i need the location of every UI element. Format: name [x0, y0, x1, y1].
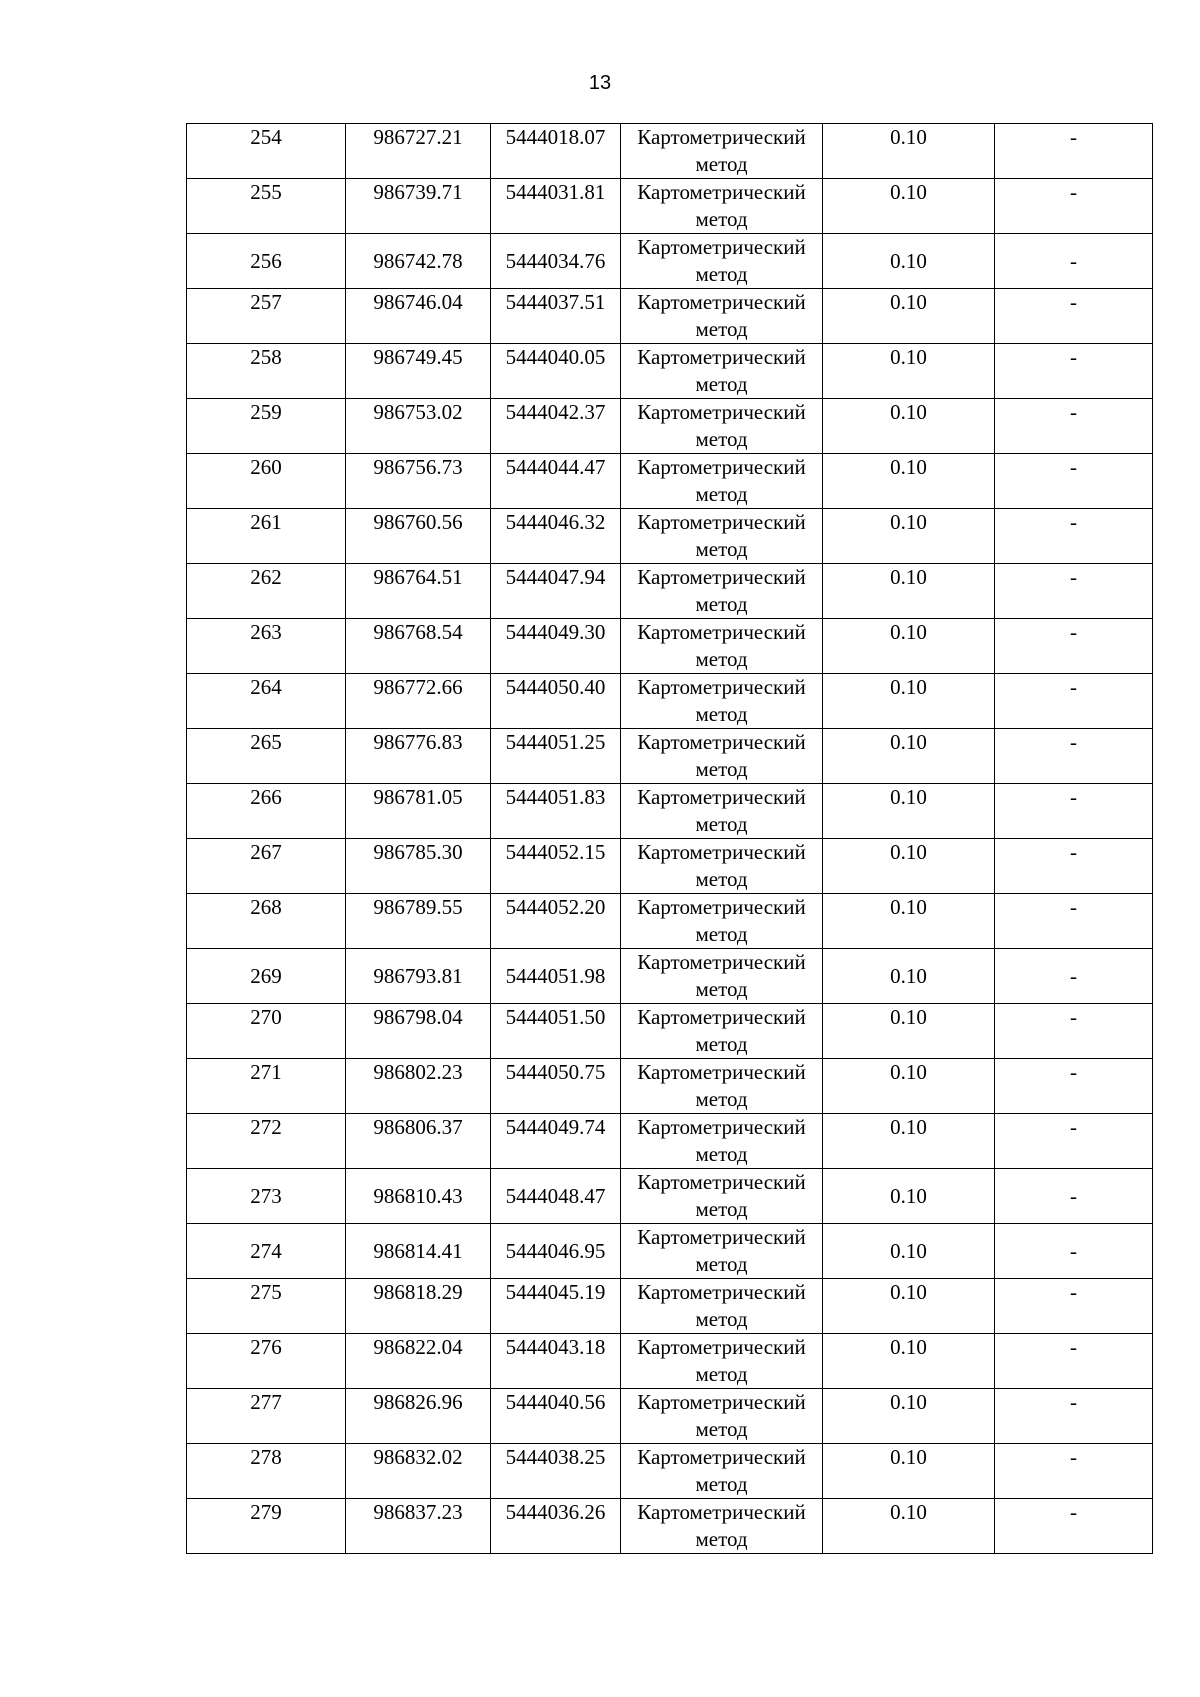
note-cell: - — [995, 1389, 1153, 1444]
method-text — [621, 454, 822, 508]
accuracy-cell: 0.10 — [823, 784, 995, 839]
accuracy-cell: 0.10 — [823, 1279, 995, 1334]
point-number-cell: 258 — [187, 344, 346, 399]
note-cell: - — [995, 1059, 1153, 1114]
method-cell — [621, 894, 823, 949]
x-coordinate-cell: 986746.04 — [346, 289, 491, 344]
coordinates-table — [186, 123, 1153, 1554]
table-row — [187, 289, 1153, 344]
method-line-1: Картометрический — [637, 840, 806, 864]
method-cell — [621, 564, 823, 619]
table-row — [187, 1004, 1153, 1059]
point-number-cell: 275 — [187, 1279, 346, 1334]
table-row — [187, 234, 1153, 289]
accuracy-cell: 0.10 — [823, 1224, 995, 1279]
accuracy-cell: 0.10 — [823, 674, 995, 729]
point-number-cell: 256 — [187, 234, 346, 289]
point-number-cell: 277 — [187, 1389, 346, 1444]
accuracy-cell: 0.10 — [823, 124, 995, 179]
accuracy-cell: 0.10 — [823, 729, 995, 784]
accuracy-cell: 0.10 — [823, 289, 995, 344]
table-row — [187, 949, 1153, 1004]
method-line-2: метод — [695, 537, 748, 561]
point-number-cell: 254 — [187, 124, 346, 179]
table-row — [187, 1499, 1153, 1554]
y-coordinate-cell: 5444049.74 — [491, 1114, 621, 1169]
method-line-1: Картометрический — [637, 180, 806, 204]
method-line-1: Картометрический — [637, 730, 806, 754]
y-coordinate-cell: 5444046.95 — [491, 1224, 621, 1279]
x-coordinate-cell: 986768.54 — [346, 619, 491, 674]
accuracy-cell: 0.10 — [823, 179, 995, 234]
method-text — [621, 619, 822, 673]
method-line-2: метод — [695, 1087, 748, 1111]
method-cell — [621, 1444, 823, 1499]
note-cell: - — [995, 1334, 1153, 1389]
accuracy-cell: 0.10 — [823, 949, 995, 1004]
table-row — [187, 729, 1153, 784]
method-cell — [621, 1114, 823, 1169]
y-coordinate-cell: 5444047.94 — [491, 564, 621, 619]
accuracy-cell: 0.10 — [823, 1444, 995, 1499]
method-cell — [621, 729, 823, 784]
method-text — [621, 1444, 822, 1498]
y-coordinate-cell: 5444051.25 — [491, 729, 621, 784]
method-text — [621, 509, 822, 563]
y-coordinate-cell: 5444048.47 — [491, 1169, 621, 1224]
table-row — [187, 124, 1153, 179]
y-coordinate-cell: 5444043.18 — [491, 1334, 621, 1389]
x-coordinate-cell: 986806.37 — [346, 1114, 491, 1169]
method-cell — [621, 344, 823, 399]
method-line-1: Картометрический — [637, 950, 806, 974]
x-coordinate-cell: 986727.21 — [346, 124, 491, 179]
note-cell: - — [995, 1114, 1153, 1169]
table-row — [187, 1444, 1153, 1499]
x-coordinate-cell: 986798.04 — [346, 1004, 491, 1059]
y-coordinate-cell: 5444051.50 — [491, 1004, 621, 1059]
y-coordinate-cell: 5444045.19 — [491, 1279, 621, 1334]
method-line-2: метод — [695, 1417, 748, 1441]
method-text — [621, 674, 822, 728]
method-cell — [621, 1499, 823, 1554]
table-row — [187, 619, 1153, 674]
y-coordinate-cell: 5444052.20 — [491, 894, 621, 949]
accuracy-cell: 0.10 — [823, 1004, 995, 1059]
method-cell — [621, 289, 823, 344]
coordinates-table-body — [187, 124, 1153, 1554]
method-line-2: метод — [695, 372, 748, 396]
y-coordinate-cell: 5444050.75 — [491, 1059, 621, 1114]
table-row — [187, 1389, 1153, 1444]
accuracy-cell: 0.10 — [823, 1114, 995, 1169]
method-cell — [621, 399, 823, 454]
table-row — [187, 344, 1153, 399]
point-number-cell: 261 — [187, 509, 346, 564]
method-line-2: метод — [695, 977, 748, 1001]
method-line-1: Картометрический — [637, 1445, 806, 1469]
x-coordinate-cell: 986739.71 — [346, 179, 491, 234]
y-coordinate-cell: 5444038.25 — [491, 1444, 621, 1499]
method-text — [621, 949, 822, 1003]
note-cell: - — [995, 399, 1153, 454]
x-coordinate-cell: 986756.73 — [346, 454, 491, 509]
x-coordinate-cell: 986785.30 — [346, 839, 491, 894]
table-row — [187, 1224, 1153, 1279]
method-cell — [621, 1224, 823, 1279]
y-coordinate-cell: 5444034.76 — [491, 234, 621, 289]
accuracy-cell: 0.10 — [823, 509, 995, 564]
method-line-1: Картометрический — [637, 400, 806, 424]
point-number-cell: 272 — [187, 1114, 346, 1169]
point-number-cell: 279 — [187, 1499, 346, 1554]
method-cell — [621, 784, 823, 839]
method-line-1: Картометрический — [637, 1335, 806, 1359]
y-coordinate-cell: 5444044.47 — [491, 454, 621, 509]
method-text — [621, 839, 822, 893]
accuracy-cell: 0.10 — [823, 399, 995, 454]
accuracy-cell: 0.10 — [823, 564, 995, 619]
note-cell: - — [995, 564, 1153, 619]
method-line-2: метод — [695, 1032, 748, 1056]
method-line-2: метод — [695, 592, 748, 616]
method-line-1: Картометрический — [637, 1170, 806, 1194]
method-line-2: метод — [695, 1197, 748, 1221]
method-text — [621, 399, 822, 453]
method-line-1: Картометрический — [637, 290, 806, 314]
method-text — [621, 1499, 822, 1553]
method-text — [621, 564, 822, 618]
x-coordinate-cell: 986793.81 — [346, 949, 491, 1004]
method-line-2: метод — [695, 702, 748, 726]
method-text — [621, 124, 822, 178]
method-text — [621, 179, 822, 233]
method-cell — [621, 509, 823, 564]
method-line-2: метод — [695, 152, 748, 176]
method-line-2: метод — [695, 1252, 748, 1276]
method-line-2: метод — [695, 427, 748, 451]
note-cell: - — [995, 234, 1153, 289]
x-coordinate-cell: 986814.41 — [346, 1224, 491, 1279]
note-cell: - — [995, 894, 1153, 949]
method-cell — [621, 124, 823, 179]
method-text — [621, 729, 822, 783]
method-line-1: Картометрический — [637, 125, 806, 149]
x-coordinate-cell: 986749.45 — [346, 344, 491, 399]
method-cell — [621, 179, 823, 234]
x-coordinate-cell: 986764.51 — [346, 564, 491, 619]
note-cell: - — [995, 674, 1153, 729]
method-text — [621, 1004, 822, 1058]
note-cell: - — [995, 1279, 1153, 1334]
x-coordinate-cell: 986772.66 — [346, 674, 491, 729]
note-cell: - — [995, 839, 1153, 894]
table-row — [187, 784, 1153, 839]
method-text — [621, 344, 822, 398]
method-line-2: метод — [695, 812, 748, 836]
method-line-1: Картометрический — [637, 620, 806, 644]
accuracy-cell: 0.10 — [823, 1389, 995, 1444]
table-row — [187, 399, 1153, 454]
method-cell — [621, 1169, 823, 1224]
method-line-2: метод — [695, 867, 748, 891]
method-cell — [621, 1004, 823, 1059]
note-cell: - — [995, 784, 1153, 839]
method-text — [621, 234, 822, 288]
point-number-cell: 267 — [187, 839, 346, 894]
accuracy-cell: 0.10 — [823, 894, 995, 949]
y-coordinate-cell: 5444051.83 — [491, 784, 621, 839]
method-text — [621, 784, 822, 838]
method-line-2: метод — [695, 482, 748, 506]
method-line-1: Картометрический — [637, 895, 806, 919]
y-coordinate-cell: 5444052.15 — [491, 839, 621, 894]
method-cell — [621, 1334, 823, 1389]
method-text — [621, 1334, 822, 1388]
table-row — [187, 179, 1153, 234]
method-line-1: Картометрический — [637, 1500, 806, 1524]
method-line-2: метод — [695, 1472, 748, 1496]
note-cell: - — [995, 1499, 1153, 1554]
method-text — [621, 894, 822, 948]
method-line-1: Картометрический — [637, 1390, 806, 1414]
point-number-cell: 259 — [187, 399, 346, 454]
accuracy-cell: 0.10 — [823, 839, 995, 894]
method-text — [621, 1169, 822, 1223]
point-number-cell: 265 — [187, 729, 346, 784]
note-cell: - — [995, 729, 1153, 784]
method-line-2: метод — [695, 262, 748, 286]
page-number: 13 — [588, 72, 612, 94]
method-line-2: метод — [695, 757, 748, 781]
y-coordinate-cell: 5444018.07 — [491, 124, 621, 179]
method-cell — [621, 1389, 823, 1444]
y-coordinate-cell: 5444040.56 — [491, 1389, 621, 1444]
method-cell — [621, 839, 823, 894]
x-coordinate-cell: 986781.05 — [346, 784, 491, 839]
y-coordinate-cell: 5444037.51 — [491, 289, 621, 344]
accuracy-cell: 0.10 — [823, 234, 995, 289]
table-row — [187, 509, 1153, 564]
accuracy-cell: 0.10 — [823, 1334, 995, 1389]
accuracy-cell: 0.10 — [823, 619, 995, 674]
method-line-2: метод — [695, 922, 748, 946]
note-cell: - — [995, 1444, 1153, 1499]
point-number-cell: 260 — [187, 454, 346, 509]
method-line-1: Картометрический — [637, 455, 806, 479]
note-cell: - — [995, 1224, 1153, 1279]
method-text — [621, 289, 822, 343]
point-number-cell: 269 — [187, 949, 346, 1004]
table-row — [187, 1059, 1153, 1114]
point-number-cell: 278 — [187, 1444, 346, 1499]
method-line-1: Картометрический — [637, 345, 806, 369]
x-coordinate-cell: 986837.23 — [346, 1499, 491, 1554]
method-line-2: метод — [695, 207, 748, 231]
table-row — [187, 564, 1153, 619]
point-number-cell: 271 — [187, 1059, 346, 1114]
note-cell: - — [995, 1169, 1153, 1224]
point-number-cell: 263 — [187, 619, 346, 674]
method-line-2: метод — [695, 1362, 748, 1386]
method-text — [621, 1279, 822, 1333]
note-cell: - — [995, 179, 1153, 234]
method-text — [621, 1059, 822, 1113]
note-cell: - — [995, 344, 1153, 399]
method-cell — [621, 1059, 823, 1114]
table-row — [187, 454, 1153, 509]
accuracy-cell: 0.10 — [823, 1169, 995, 1224]
note-cell: - — [995, 1004, 1153, 1059]
method-text — [621, 1114, 822, 1168]
y-coordinate-cell: 5444040.05 — [491, 344, 621, 399]
point-number-cell: 268 — [187, 894, 346, 949]
method-line-1: Картометрический — [637, 510, 806, 534]
method-text — [621, 1224, 822, 1278]
method-line-1: Картометрический — [637, 235, 806, 259]
accuracy-cell: 0.10 — [823, 344, 995, 399]
method-line-1: Картометрический — [637, 785, 806, 809]
y-coordinate-cell: 5444031.81 — [491, 179, 621, 234]
table-row — [187, 1334, 1153, 1389]
method-cell — [621, 454, 823, 509]
point-number-cell: 276 — [187, 1334, 346, 1389]
x-coordinate-cell: 986789.55 — [346, 894, 491, 949]
point-number-cell: 264 — [187, 674, 346, 729]
method-line-1: Картометрический — [637, 565, 806, 589]
y-coordinate-cell: 5444049.30 — [491, 619, 621, 674]
method-line-1: Картометрический — [637, 1115, 806, 1139]
note-cell: - — [995, 509, 1153, 564]
x-coordinate-cell: 986818.29 — [346, 1279, 491, 1334]
x-coordinate-cell: 986760.56 — [346, 509, 491, 564]
point-number-cell: 274 — [187, 1224, 346, 1279]
table-row — [187, 839, 1153, 894]
x-coordinate-cell: 986802.23 — [346, 1059, 491, 1114]
table-row — [187, 1279, 1153, 1334]
point-number-cell: 255 — [187, 179, 346, 234]
accuracy-cell: 0.10 — [823, 1059, 995, 1114]
note-cell: - — [995, 289, 1153, 344]
note-cell: - — [995, 949, 1153, 1004]
method-cell — [621, 234, 823, 289]
method-cell — [621, 1279, 823, 1334]
note-cell: - — [995, 454, 1153, 509]
y-coordinate-cell: 5444050.40 — [491, 674, 621, 729]
method-line-2: метод — [695, 317, 748, 341]
method-line-1: Картометрический — [637, 1060, 806, 1084]
method-line-2: метод — [695, 647, 748, 671]
method-line-2: метод — [695, 1307, 748, 1331]
note-cell: - — [995, 124, 1153, 179]
x-coordinate-cell: 986822.04 — [346, 1334, 491, 1389]
y-coordinate-cell: 5444036.26 — [491, 1499, 621, 1554]
point-number-cell: 270 — [187, 1004, 346, 1059]
table-row — [187, 894, 1153, 949]
x-coordinate-cell: 986742.78 — [346, 234, 491, 289]
table-row — [187, 1169, 1153, 1224]
note-cell: - — [995, 619, 1153, 674]
point-number-cell: 262 — [187, 564, 346, 619]
method-line-1: Картометрический — [637, 1005, 806, 1029]
accuracy-cell: 0.10 — [823, 454, 995, 509]
method-cell — [621, 619, 823, 674]
y-coordinate-cell: 5444051.98 — [491, 949, 621, 1004]
accuracy-cell: 0.10 — [823, 1499, 995, 1554]
table-row — [187, 1114, 1153, 1169]
method-line-2: метод — [695, 1527, 748, 1551]
x-coordinate-cell: 986832.02 — [346, 1444, 491, 1499]
point-number-cell: 273 — [187, 1169, 346, 1224]
y-coordinate-cell: 5444046.32 — [491, 509, 621, 564]
method-line-1: Картометрический — [637, 675, 806, 699]
y-coordinate-cell: 5444042.37 — [491, 399, 621, 454]
x-coordinate-cell: 986826.96 — [346, 1389, 491, 1444]
point-number-cell: 266 — [187, 784, 346, 839]
method-text — [621, 1389, 822, 1443]
method-line-2: метод — [695, 1142, 748, 1166]
x-coordinate-cell: 986810.43 — [346, 1169, 491, 1224]
method-line-1: Картометрический — [637, 1280, 806, 1304]
method-cell — [621, 674, 823, 729]
point-number-cell: 257 — [187, 289, 346, 344]
x-coordinate-cell: 986776.83 — [346, 729, 491, 784]
method-line-1: Картометрический — [637, 1225, 806, 1249]
method-cell — [621, 949, 823, 1004]
table-row — [187, 674, 1153, 729]
x-coordinate-cell: 986753.02 — [346, 399, 491, 454]
